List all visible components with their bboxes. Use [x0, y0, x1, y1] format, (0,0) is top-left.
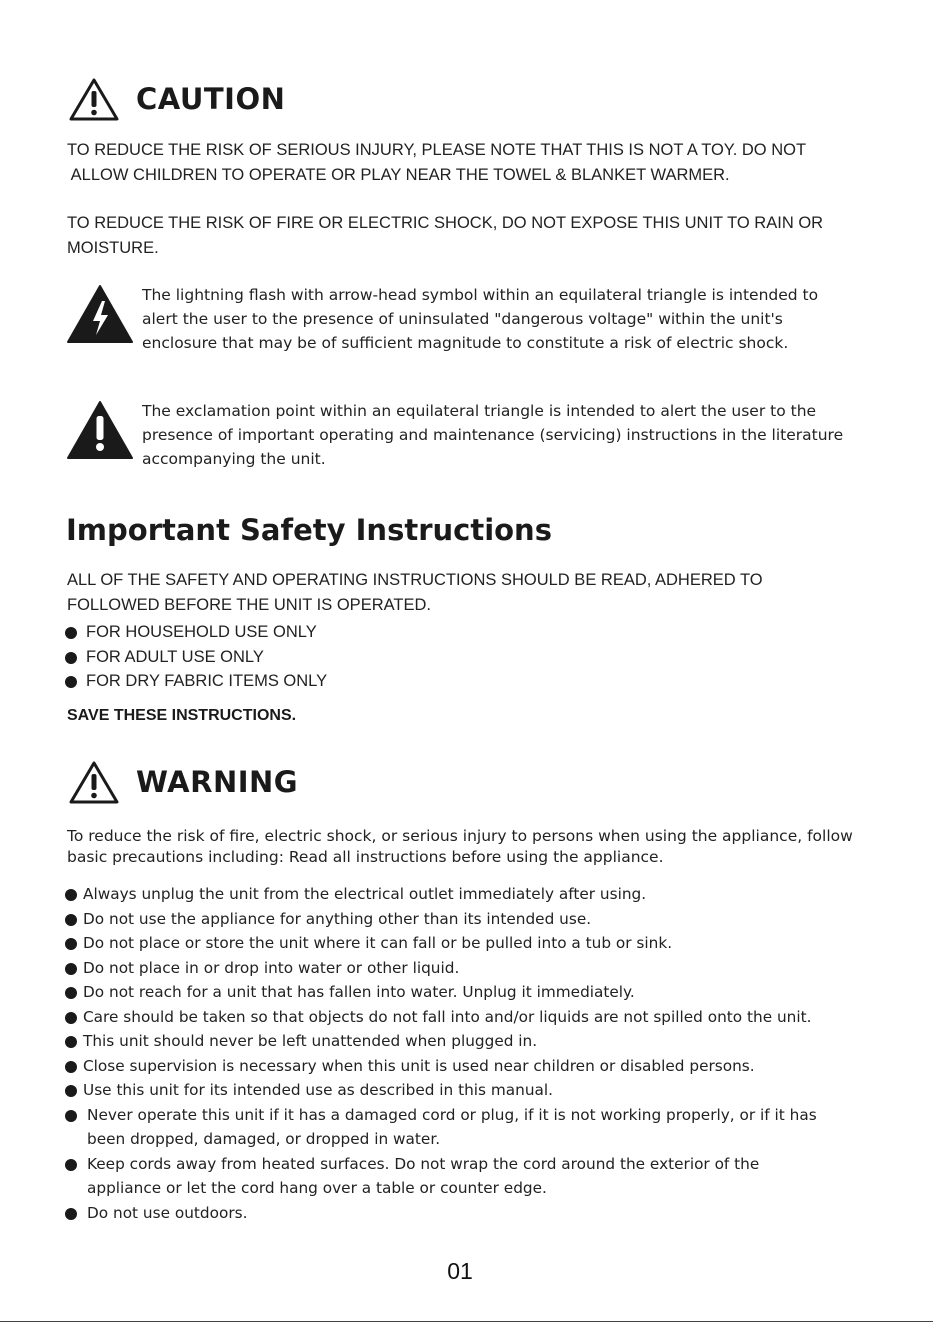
- warning-title: WARNING: [136, 765, 299, 799]
- text-line: FOLLOWED BEFORE THE UNIT IS OPERATED.: [67, 596, 431, 614]
- text-line: ALLOW CHILDREN TO OPERATE OR PLAY NEAR THE TOWEL & BLANKET WARMER.: [67, 166, 730, 184]
- text-line: presence of important operating and maintenance (servicing) instructions in the literature: [142, 426, 844, 444]
- list-item: [64, 1103, 864, 1152]
- list-item: FOR HOUSEHOLD USE ONLY: [64, 620, 327, 645]
- list-item: Do not place or store the unit where it can fall or be pulled into a tub or sink.: [64, 931, 864, 956]
- lightning-triangle-icon: [66, 283, 134, 345]
- text-line: MOISTURE.: [67, 239, 159, 257]
- text-line: been dropped, damaged, or dropped in water.: [87, 1130, 441, 1148]
- caution-title: CAUTION: [136, 82, 286, 116]
- list-item: FOR ADULT USE ONLY: [64, 645, 327, 670]
- text-line: Do not use outdoors.: [87, 1203, 248, 1222]
- list-item: [64, 1152, 864, 1201]
- warning-triangle-outline-icon: [68, 759, 120, 805]
- list-item: This unit should never be left unattended when plugged in.: [64, 1029, 864, 1054]
- caution-paragraph-toy: [67, 138, 867, 188]
- caution-paragraph-fire: [67, 211, 867, 261]
- warning-triangle-outline-icon: [68, 76, 120, 122]
- list-item: Always unplug the unit from the electrical outlet immediately after using.: [64, 882, 864, 907]
- warning-intro: [67, 826, 867, 868]
- text-line: TO REDUCE THE RISK OF FIRE OR ELECTRIC SHOCK, DO NOT EXPOSE THIS UNIT TO RAIN OR: [67, 214, 824, 232]
- save-instructions-note: SAVE THESE INSTRUCTIONS.: [67, 707, 297, 724]
- list-item: Do not reach for a unit that has fallen into water. Unplug it immediately.: [64, 980, 864, 1005]
- text-line: Never operate this unit if it has a damaged cord or plug, if it is not working properly, or if it has: [87, 1105, 817, 1124]
- list-item: Do not use the appliance for anything other than its intended use.: [64, 907, 864, 932]
- safety-bullet-list: [64, 620, 327, 694]
- list-item: Care should be taken so that objects do not fall into and/or liquids are not spilled onto the unit.: [64, 1005, 864, 1030]
- list-item: Do not place in or drop into water or other liquid.: [64, 956, 864, 981]
- text-line: basic precautions including: Read all instructions before using the appliance.: [67, 848, 664, 866]
- text-line: TO REDUCE THE RISK OF SERIOUS INJURY, PLEASE NOTE THAT THIS IS NOT A TOY. DO NOT: [67, 141, 807, 159]
- list-item: Use this unit for its intended use as described in this manual.: [64, 1078, 864, 1103]
- text-line: enclosure that may be of sufficient magnitude to constitute a risk of electric shock.: [142, 334, 789, 352]
- list-item: FOR DRY FABRIC ITEMS ONLY: [64, 669, 327, 694]
- exclamation-triangle-icon: [66, 399, 134, 461]
- list-item: Close supervision is necessary when this unit is used near children or disabled persons.: [64, 1054, 864, 1079]
- text-line: alert the user to the presence of uninsulated "dangerous voltage" within the unit's: [142, 310, 783, 328]
- list-item: [64, 1201, 864, 1226]
- safety-title: Important Safety Instructions: [66, 513, 552, 547]
- text-line: ALL OF THE SAFETY AND OPERATING INSTRUCTIONS SHOULD BE READ, ADHERED TO: [67, 571, 763, 589]
- warning-bullet-list: [64, 882, 864, 1225]
- text-line: appliance or let the cord hang over a table or counter edge.: [87, 1179, 547, 1197]
- text-line: accompanying the unit.: [142, 450, 326, 468]
- text-line: Keep cords away from heated surfaces. Do not wrap the cord around the exterior of the: [87, 1154, 760, 1173]
- safety-intro: [67, 568, 867, 618]
- text-line: To reduce the risk of fire, electric shock, or serious injury to persons when using the appliance, follow: [67, 827, 853, 845]
- warning-heading: [68, 759, 298, 805]
- caution-heading: [68, 76, 285, 122]
- page-number: 01: [447, 1258, 473, 1284]
- text-line: The exclamation point within an equilateral triangle is intended to alert the user to the: [142, 402, 817, 420]
- bottom-divider: [0, 1321, 933, 1322]
- text-line: The lightning flash with arrow-head symbol within an equilateral triangle is intended to: [142, 286, 819, 304]
